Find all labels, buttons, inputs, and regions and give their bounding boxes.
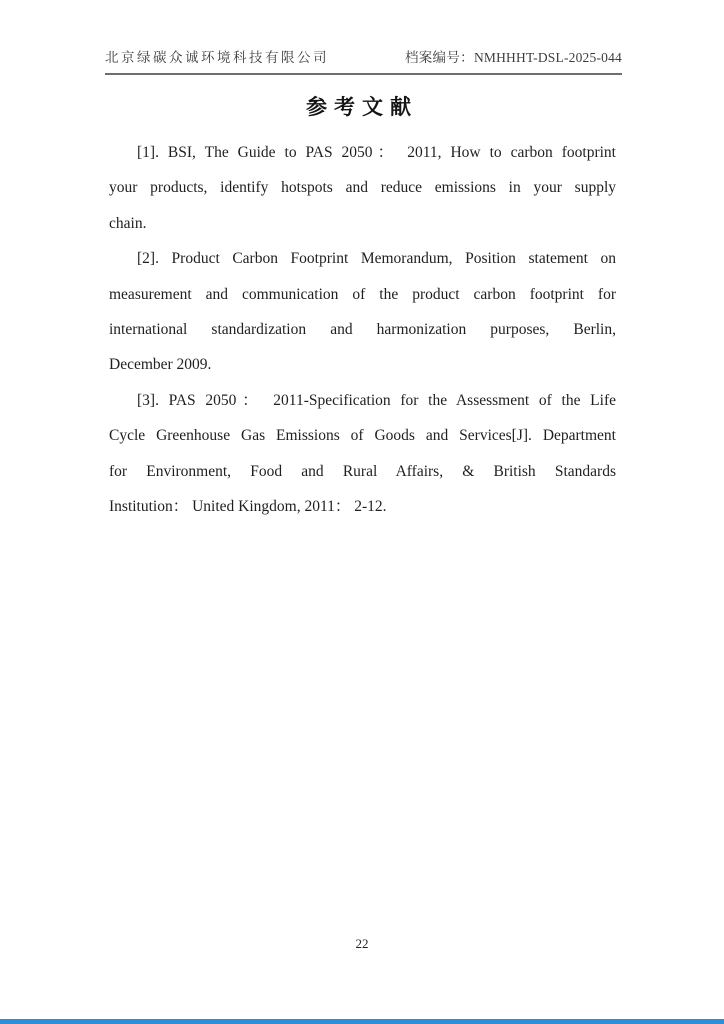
header-doc-number	[405, 46, 622, 66]
reference-item-2	[109, 241, 616, 383]
page-title: 参考文献	[306, 95, 418, 119]
references-list	[109, 135, 616, 524]
reference-line: for Environment, Food and Rural Affairs, & British Standards	[109, 462, 616, 480]
bottom-accent-bar	[0, 1019, 724, 1024]
reference-line: your products, identify hotspots and reduce emissions in your supply	[109, 179, 616, 197]
reference-line: chain.	[109, 214, 147, 232]
page-number: 22	[355, 936, 369, 951]
reference-item-1	[109, 135, 616, 241]
reference-line: [2]. Product Carbon Footprint Memorandum, Position statement on	[137, 250, 616, 268]
doc-number-value: NMHHHT-DSL-2025-044	[473, 50, 622, 65]
reference-line: measurement and communication of the product carbon footprint for	[109, 285, 616, 303]
reference-line: [1]. BSI, The Guide to PAS 2050： 2011, How to carbon footprint	[137, 144, 616, 161]
reference-line: [3]. PAS 2050： 2011-Specification for the Assessment of the Life	[137, 391, 616, 409]
reference-line: international standardization and harmonization purposes, Berlin,	[109, 320, 616, 338]
header-company-name: 北京绿碳众诚环境科技有限公司	[105, 50, 329, 65]
reference-line: Institution： United Kingdom, 2011： 2-12.	[109, 497, 387, 515]
page-header	[105, 46, 622, 75]
reference-line: December 2009.	[109, 356, 212, 374]
reference-item-3	[109, 383, 616, 525]
doc-number-label: 档案编号：	[404, 50, 474, 65]
reference-line: Cycle Greenhouse Gas Emissions of Goods and Services[J]. Department	[109, 427, 616, 445]
